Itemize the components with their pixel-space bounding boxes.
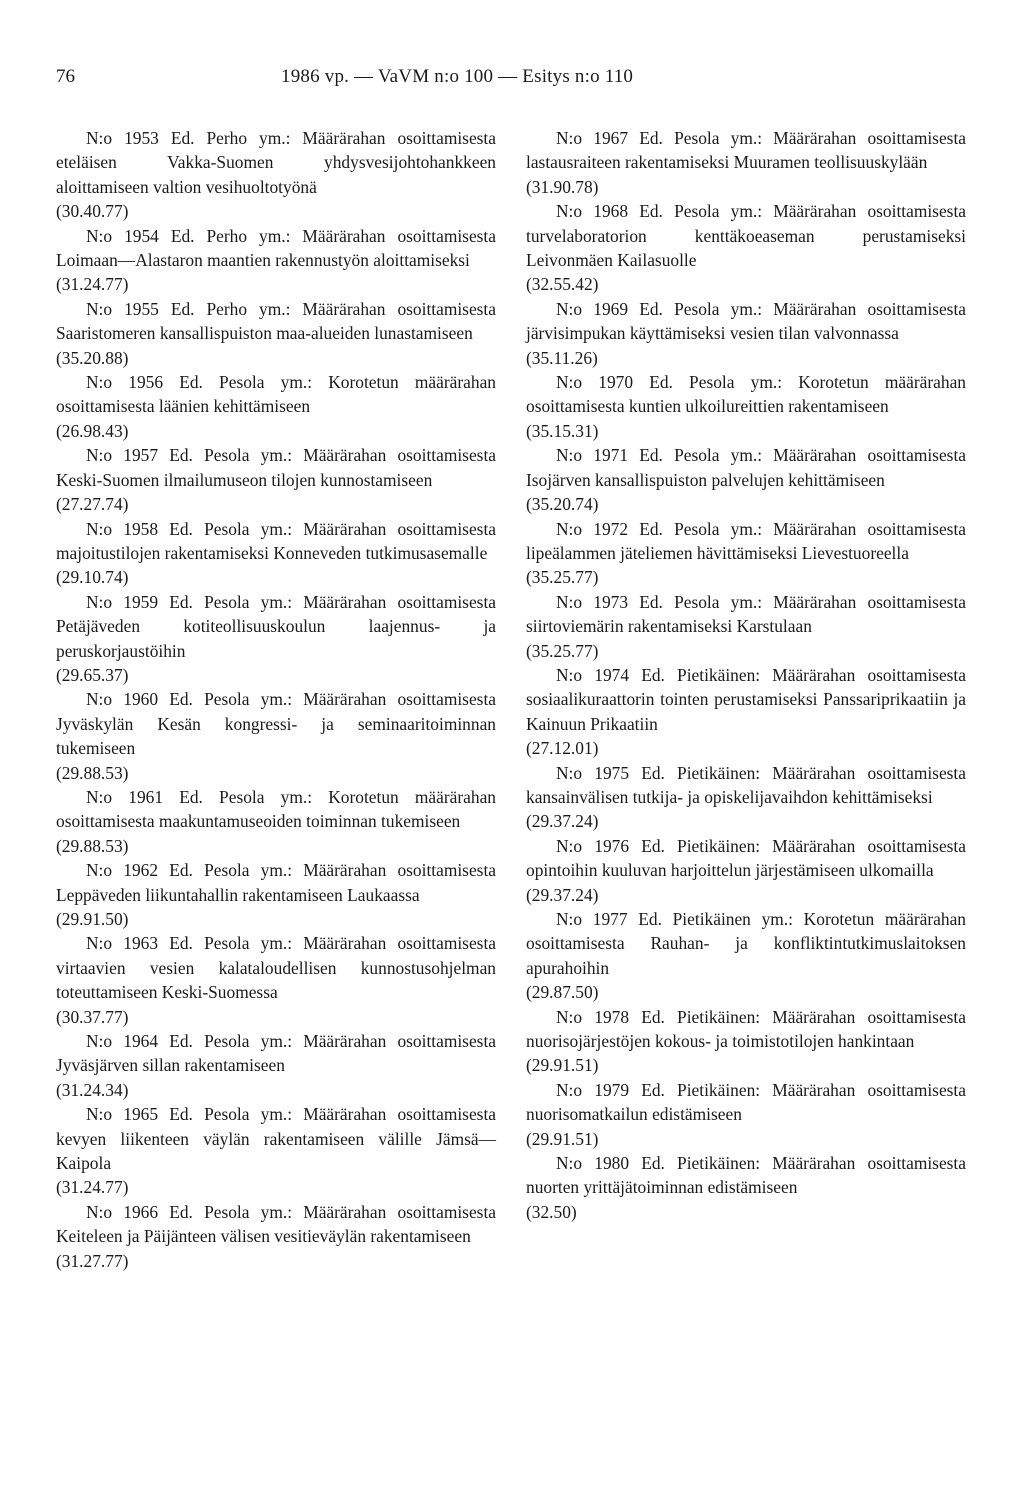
motion-text: N:o 1972 Ed. Pesola ym.: Määrärahan osoittamisesta lipeälammen jäteliemen hävittämiseksi Lievestuoreella <box>526 518 966 563</box>
motion-entry <box>526 663 966 761</box>
budget-item-code: (29.91.51) <box>526 1055 599 1076</box>
motion-text: N:o 1959 Ed. Pesola ym.: Määrärahan osoittamisesta Petäjäveden kotiteollisuuskoulun laajennus- ja peruskorjaustöihin <box>56 591 496 661</box>
motion-text: N:o 1976 Ed. Pietikäinen: Määrärahan osoittamisesta opintoihin kuuluvan harjoittelun järjestämiseen ulkomailla <box>526 835 966 881</box>
motion-entry <box>56 1102 496 1200</box>
motion-entry <box>56 1029 496 1102</box>
motion-entry <box>56 931 496 1029</box>
budget-item-code: (29.88.53) <box>56 835 129 856</box>
motion-text: N:o 1955 Ed. Perho ym.: Määrärahan osoittamisesta Saaristomeren kansallispuiston maa-alueiden lunastamiseen <box>56 298 496 344</box>
right-column <box>526 126 966 1224</box>
motion-text: N:o 1968 Ed. Pesola ym.: Määrärahan osoittamisesta turvelaboratorion kenttäkoeaseman perustamiseksi Leivonmäen Kailasuolle <box>526 201 966 271</box>
budget-item-code: (27.27.74) <box>56 494 129 515</box>
budget-item-code: (31.90.78) <box>526 176 599 197</box>
motion-entry <box>526 907 966 1005</box>
motion-text: N:o 1957 Ed. Pesola ym.: Määrärahan osoittamisesta Keski-Suomen ilmailumuseon tilojen kunnostamiseen <box>56 445 496 490</box>
motion-entry <box>56 370 496 443</box>
motion-entry <box>56 517 496 590</box>
motion-entry <box>526 1005 966 1078</box>
page-header <box>56 62 966 92</box>
budget-item-code: (29.91.51) <box>526 1128 599 1149</box>
motion-entry <box>56 126 496 224</box>
motion-text: N:o 1964 Ed. Pesola ym.: Määrärahan osoittamisesta Jyväsjärven sillan rakentamiseen <box>56 1031 496 1076</box>
left-column <box>56 126 496 1273</box>
motion-text: N:o 1965 Ed. Pesola ym.: Määrärahan osoittamisesta kevyen liikenteen väylän rakentamiseen välille Jämsä—Kaipola <box>56 1104 496 1174</box>
motion-text: N:o 1969 Ed. Pesola ym.: Määrärahan osoittamisesta järvisimpukan käyttämiseksi vesien tilan valvonnassa <box>526 298 966 344</box>
motion-text: N:o 1953 Ed. Perho ym.: Määrärahan osoittamisesta eteläisen Vakka-Suomen yhdysvesijohtohankkeen aloittamiseen valtion vesihuoltotyönä <box>56 128 496 197</box>
motion-entry <box>56 687 496 785</box>
budget-item-code: (30.37.77) <box>56 1006 129 1027</box>
motion-entry <box>526 199 966 297</box>
running-head: 1986 vp. — VaVM n:o 100 — Esitys n:o 110 <box>281 66 634 87</box>
budget-item-code: (31.27.77) <box>56 1250 129 1271</box>
budget-item-code: (35.11.26) <box>526 347 598 368</box>
motion-entry <box>526 1078 966 1151</box>
motion-text: N:o 1980 Ed. Pietikäinen: Määrärahan osoittamisesta nuorten yrittäjätoiminnan edistämiseen <box>526 1153 966 1198</box>
budget-item-code: (35.15.31) <box>526 420 599 441</box>
budget-item-code: (35.20.88) <box>56 347 129 368</box>
budget-item-code: (29.37.24) <box>526 884 599 905</box>
motion-text: N:o 1960 Ed. Pesola ym.: Määrärahan osoittamisesta Jyväskylän Kesän kongressi- ja seminaaritoiminnan tukemiseen <box>56 689 496 759</box>
budget-item-code: (35.25.77) <box>526 640 599 661</box>
motion-text: N:o 1973 Ed. Pesola ym.: Määrärahan osoittamisesta siirtoviemärin rakentamiseksi Karstulaan <box>526 591 966 637</box>
motion-entry <box>526 297 966 370</box>
budget-item-code: (30.40.77) <box>56 201 129 222</box>
budget-item-code: (27.12.01) <box>526 738 599 759</box>
budget-item-code: (35.25.77) <box>526 567 599 588</box>
budget-item-code: (31.24.34) <box>56 1079 129 1100</box>
motion-text: N:o 1978 Ed. Pietikäinen: Määrärahan osoittamisesta nuorisojärjestöjen kokous- ja toimistotilojen hankintaan <box>526 1006 966 1052</box>
motion-entry <box>526 1151 966 1224</box>
budget-item-code: (32.50) <box>526 1201 577 1222</box>
motion-entry <box>526 443 966 516</box>
motion-text: N:o 1975 Ed. Pietikäinen: Määrärahan osoittamisesta kansainvälisen tutkija- ja opiskelijavaihdon kehittämiseksi <box>526 762 966 807</box>
motion-text: N:o 1967 Ed. Pesola ym.: Määrärahan osoittamisesta lastausraiteen rakentamiseksi Muuramen teollisuuskylään <box>526 128 966 173</box>
motion-entry <box>56 443 496 516</box>
motion-text: N:o 1956 Ed. Pesola ym.: Korotetun määrärahan osoittamisesta läänien kehittämiseen <box>56 372 496 417</box>
budget-item-code: (29.37.24) <box>526 811 599 832</box>
budget-item-code: (29.10.74) <box>56 567 129 588</box>
motion-text: N:o 1970 Ed. Pesola ym.: Korotetun määrärahan osoittamisesta kuntien ulkoilureittien rakentamiseen <box>526 372 966 417</box>
motion-text: N:o 1979 Ed. Pietikäinen: Määrärahan osoittamisesta nuorisomatkailun edistämiseen <box>526 1079 966 1125</box>
motion-entry <box>526 590 966 663</box>
motion-text: N:o 1971 Ed. Pesola ym.: Määrärahan osoittamisesta Isojärven kansallispuiston palvelujen kehittämiseen <box>526 445 966 490</box>
budget-item-code: (32.55.42) <box>526 274 599 295</box>
motion-text: N:o 1974 Ed. Pietikäinen: Määrärahan osoittamisesta sosiaalikuraattorin tointen perustamiseksi Panssariprikaatiin ja Kainuun Prikaatiin <box>526 664 966 734</box>
motion-entry <box>526 761 966 834</box>
budget-item-code: (31.24.77) <box>56 274 129 295</box>
motion-text: N:o 1961 Ed. Pesola ym.: Korotetun määrärahan osoittamisesta maakuntamuseoiden toiminnan tukemiseen <box>56 786 496 832</box>
page-number: 76 <box>56 66 75 87</box>
motion-entry <box>56 1200 496 1273</box>
motion-entry <box>526 517 966 590</box>
motion-entry <box>526 834 966 907</box>
motion-entry <box>526 370 966 443</box>
motion-entry <box>56 785 496 858</box>
motion-entry <box>56 297 496 370</box>
budget-item-code: (35.20.74) <box>526 494 599 515</box>
motion-text: N:o 1977 Ed. Pietikäinen ym.: Korotetun määrärahan osoittamisesta Rauhan- ja konfliktintutkimuslaitoksen apurahoihin <box>526 909 966 978</box>
motion-text: N:o 1958 Ed. Pesola ym.: Määrärahan osoittamisesta majoitustilojen rakentamiseksi Konneveden tutkimusasemalle <box>56 518 496 563</box>
budget-item-code: (31.24.77) <box>56 1177 129 1198</box>
budget-item-code: (29.65.37) <box>56 664 129 685</box>
motion-entry <box>526 126 966 199</box>
motion-text: N:o 1954 Ed. Perho ym.: Määrärahan osoittamisesta Loimaan—Alastaron maantien rakennustyön aloittamiseksi <box>56 225 496 271</box>
motion-entry <box>56 858 496 931</box>
motion-text: N:o 1966 Ed. Pesola ym.: Määrärahan osoittamisesta Keiteleen ja Päijänteen välisen vesitieväylän rakentamiseen <box>56 1201 496 1247</box>
motion-entry <box>56 590 496 688</box>
budget-item-code: (29.88.53) <box>56 762 129 783</box>
budget-item-code: (26.98.43) <box>56 420 129 441</box>
motion-text: N:o 1963 Ed. Pesola ym.: Määrärahan osoittamisesta virtaavien vesien kalataloudellisen kunnostusohjelman toteuttamiseen Keski-Suomessa <box>56 933 496 1003</box>
budget-item-code: (29.87.50) <box>526 982 599 1003</box>
budget-item-code: (29.91.50) <box>56 909 129 929</box>
motion-entry <box>56 224 496 297</box>
motion-text: N:o 1962 Ed. Pesola ym.: Määrärahan osoittamisesta Leppäveden liikuntahallin rakentamiseen Laukaassa <box>56 860 496 905</box>
